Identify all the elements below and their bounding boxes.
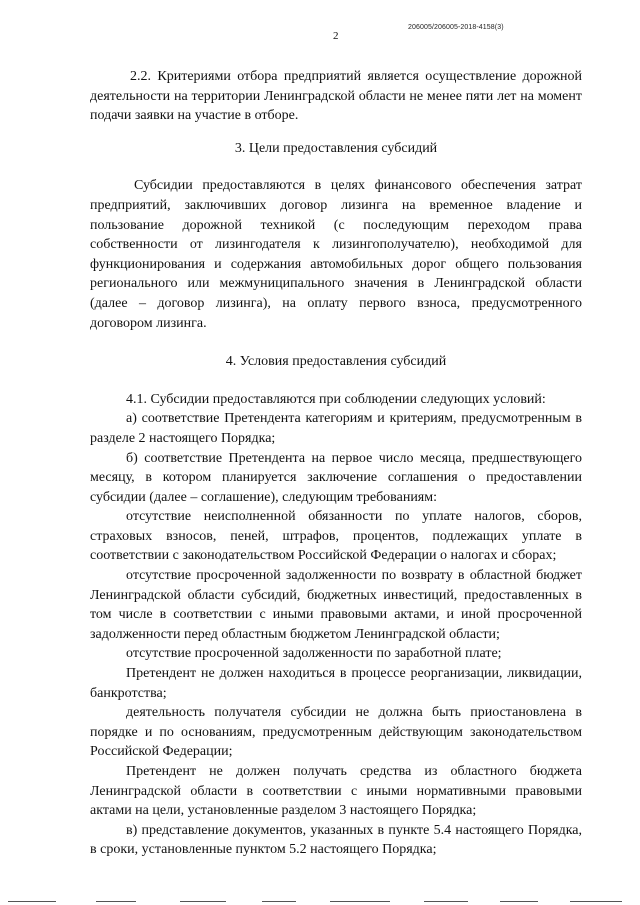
paragraph-requirement-other-funds: Претендент не должен получать средства из областного бюджета Ленинградской области в соответствии с иными нормативными правовыми актами на цели, установленные разделом 3 настоящего Порядка; [90,764,582,819]
scan-edge-segment [330,901,390,902]
scan-edge-segment [180,901,226,902]
document-reference-code: 206005/206005-2018-4158(3) [408,24,504,31]
paragraph-4-1: 4.1. Субсидии предоставляются при соблюдении следующих условий: [126,391,546,407]
section-heading-3: 3. Цели предоставления субсидий [234,140,438,156]
scan-edge-segment [500,901,538,902]
paragraph-requirement-salary: отсутствие просроченной задолженности по заработной плате; [126,646,502,662]
section-heading-4: 4. Условия предоставления субсидий [225,354,447,370]
scan-edge-segment [96,901,136,902]
paragraph-item-v: в) представление документов, указанных в пункте 5.4 настоящего Порядка, в сроки, установленные пунктом 5.2 настоящего Порядка; [90,822,582,858]
scan-edge-segment [424,901,468,902]
scan-edge-segment [8,901,56,902]
scan-edge-segment [262,901,296,902]
bottom-scan-edge [0,898,640,905]
paragraph-requirement-reorganization: Претендент не должен находиться в процессе реорганизации, ликвидации, банкротства; [90,666,582,701]
paragraph-requirement-activity: деятельность получателя субсидии не должна быть приостановлена в порядке и по основаниям, предусмотренным действующим законодательством Российской Федерации; [90,705,582,760]
paragraph-requirement-budget-debt: отсутствие просроченной задолженности по возврату в областной бюджет Ленинградской области субсидий, бюджетных инвестиций, предоставленных в том числе в соответствии с иными правовыми актами, и иной просроченной задолженности перед областным бюджетом Ленинградской области; [90,568,582,642]
page-number: 2 [333,30,339,42]
paragraph-section-3: Субсидии предоставляются в целях финансового обеспечения затрат предприятий, заключивших договор лизинга на временное владение и пользование дорожной техникой (с последующим переходом права собственности от лизингодателя к лизингополучателю), необходимой для функционирования и содержания автомобильных дорог общего пользования регионального или межмуниципального значения в Ленинградской области (далее – договор лизинга), на оплату первого взноса, предусмотренного договором лизинга. [90,178,582,331]
paragraph-item-b: б) соответствие Претендента на первое число месяца, предшествующего месяцу, в котором планируется заключение соглашения о предоставлении субсидии (далее – соглашение), следующим требованиям: [90,450,582,505]
paragraph-requirement-taxes: отсутствие неисполненной обязанности по уплате налогов, сборов, страховых взносов, пеней, штрафов, процентов, подлежащих уплате в соответствии с законодательством Российской Федерации о налогах и сборах; [90,509,582,564]
paragraph-item-a: а) соответствие Претендента категориям и критериям, предусмотренным в разделе 2 настоящего Порядка; [90,411,582,446]
scan-edge-segment [570,901,622,902]
document-body [90,67,582,860]
paragraph-2-2: 2.2. Критериями отбора предприятий является осуществление дорожной деятельности на территории Ленинградской области не менее пяти лет на момент подачи заявки на участие в отборе. [90,69,582,124]
